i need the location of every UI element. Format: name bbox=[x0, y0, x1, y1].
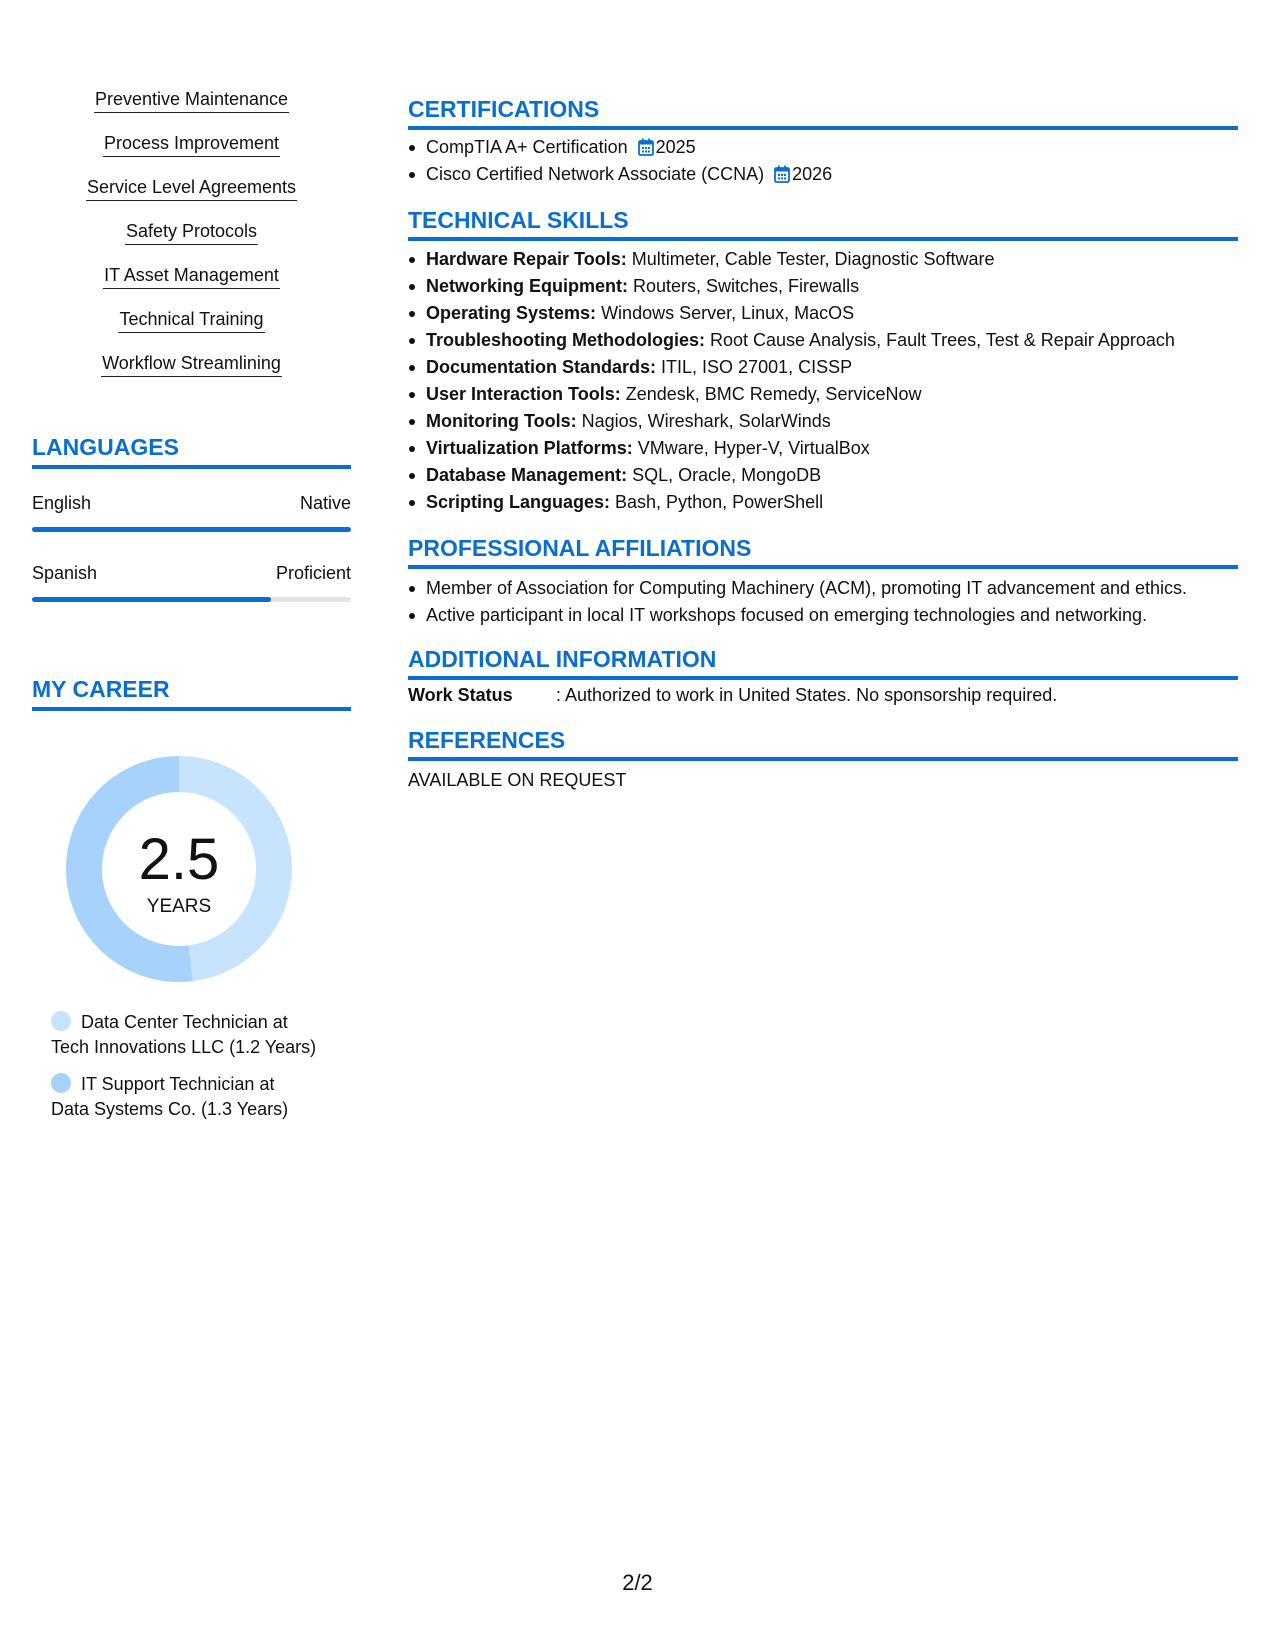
technical-skill-item bbox=[426, 354, 1256, 381]
language-proficiency-fill bbox=[32, 527, 351, 532]
skill-tag: Service Level Agreements bbox=[86, 174, 297, 201]
certification-year: 2026 bbox=[792, 164, 833, 184]
language-name: Spanish bbox=[32, 563, 98, 583]
technical-skill-item bbox=[426, 462, 1256, 489]
skill-category: Monitoring Tools: bbox=[426, 411, 577, 431]
skill-category: Troubleshooting Methodologies: bbox=[426, 330, 705, 350]
languages-heading: LANGUAGES bbox=[32, 432, 351, 469]
skill-category: User Interaction Tools: bbox=[426, 384, 621, 404]
skill-values: SQL, Oracle, MongoDB bbox=[627, 465, 822, 485]
skill-category: Database Management: bbox=[426, 465, 628, 485]
work-status-label: Work Status bbox=[408, 685, 513, 705]
technical-skill-item bbox=[426, 489, 1256, 516]
skill-tag: Process Improvement bbox=[103, 130, 280, 157]
technical-skill-item bbox=[426, 246, 1256, 273]
language-name: English bbox=[32, 493, 92, 513]
certification-item bbox=[426, 134, 1256, 161]
skill-values: ITIL, ISO 27001, CISSP bbox=[656, 357, 853, 377]
page-number: 2/2 bbox=[622, 1570, 653, 1595]
career-heading: MY CAREER bbox=[32, 674, 351, 711]
skill-category: Hardware Repair Tools: bbox=[426, 249, 627, 269]
certifications-heading: CERTIFICATIONS bbox=[408, 94, 1238, 130]
skill-values: Zendesk, BMC Remedy, ServiceNow bbox=[620, 384, 922, 404]
technical-skills-heading: TECHNICAL SKILLS bbox=[408, 205, 1238, 241]
technical-skills-list bbox=[408, 246, 1256, 516]
skill-category: Operating Systems: bbox=[426, 303, 597, 323]
technical-skill-item bbox=[426, 381, 1256, 408]
certification-year: 2025 bbox=[655, 137, 696, 157]
legend-role: Data Center Technician at bbox=[81, 1012, 288, 1032]
affiliations-heading: PROFESSIONAL AFFILIATIONS bbox=[408, 533, 1238, 569]
skill-category: Networking Equipment: bbox=[426, 276, 628, 296]
skill-values: VMware, Hyper-V, VirtualBox bbox=[632, 438, 870, 458]
skill-tag: Safety Protocols bbox=[125, 218, 258, 245]
skill-values: Bash, Python, PowerShell bbox=[610, 492, 824, 512]
career-years-unit: YEARS bbox=[146, 896, 212, 917]
language-level: Native bbox=[299, 493, 351, 513]
legend-company: Data Systems Co. (1.3 Years) bbox=[51, 1099, 289, 1119]
language-proficiency-fill bbox=[32, 597, 271, 602]
legend-company: Tech Innovations LLC (1.2 Years) bbox=[51, 1037, 317, 1057]
language-proficiency-bar bbox=[32, 597, 351, 602]
skill-category: Documentation Standards: bbox=[426, 357, 657, 377]
technical-skill-item bbox=[426, 435, 1256, 462]
career-total-years: 2.5 bbox=[138, 827, 220, 892]
skill-values: Windows Server, Linux, MacOS bbox=[596, 303, 855, 323]
skill-category: Virtualization Platforms: bbox=[426, 438, 633, 458]
affiliation-item: Active participant in local IT workshops focused on emerging technologies and networking. bbox=[426, 602, 1256, 629]
career-legend-item bbox=[51, 1010, 351, 1060]
additional-info-heading: ADDITIONAL INFORMATION bbox=[408, 644, 1238, 680]
legend-role: IT Support Technician at bbox=[81, 1074, 275, 1094]
legend-dot bbox=[51, 1073, 71, 1093]
affiliation-item: Member of Association for Computing Machinery (ACM), promoting IT advancement and ethics. bbox=[426, 575, 1256, 602]
references-text: AVAILABLE ON REQUEST bbox=[408, 770, 627, 790]
career-donut-center bbox=[66, 756, 292, 982]
language-proficiency-bar bbox=[32, 527, 351, 532]
technical-skill-item bbox=[426, 408, 1256, 435]
calendar-icon bbox=[774, 165, 790, 183]
technical-skill-item bbox=[426, 327, 1256, 354]
skill-values: Multimeter, Cable Tester, Diagnostic Software bbox=[626, 249, 995, 269]
certifications-list bbox=[408, 134, 1256, 188]
work-status-value: : Authorized to work in United States. No sponsorship required. bbox=[556, 685, 1058, 705]
skills-tag-list bbox=[32, 86, 351, 394]
certification-name: CompTIA A+ Certification bbox=[426, 137, 628, 157]
calendar-icon bbox=[638, 138, 654, 156]
affiliations-list bbox=[408, 575, 1256, 629]
language-level: Proficient bbox=[275, 563, 351, 583]
technical-skill-item bbox=[426, 300, 1256, 327]
skill-values: Routers, Switches, Firewalls bbox=[628, 276, 860, 296]
skill-tag: Technical Training bbox=[118, 306, 264, 333]
skill-tag: IT Asset Management bbox=[103, 262, 280, 289]
skill-category: Scripting Languages: bbox=[426, 492, 611, 512]
certification-item bbox=[426, 161, 1256, 188]
career-donut-chart bbox=[66, 756, 292, 982]
skill-values: Root Cause Analysis, Fault Trees, Test & Repair Approach bbox=[704, 330, 1175, 350]
legend-dot bbox=[51, 1011, 71, 1031]
skill-tag: Preventive Maintenance bbox=[94, 86, 289, 113]
skill-values: Nagios, Wireshark, SolarWinds bbox=[576, 411, 831, 431]
technical-skill-item bbox=[426, 273, 1256, 300]
career-legend-item bbox=[51, 1072, 351, 1122]
skill-tag: Workflow Streamlining bbox=[101, 350, 282, 377]
references-heading: REFERENCES bbox=[408, 725, 1238, 761]
certification-name: Cisco Certified Network Associate (CCNA) bbox=[426, 164, 765, 184]
